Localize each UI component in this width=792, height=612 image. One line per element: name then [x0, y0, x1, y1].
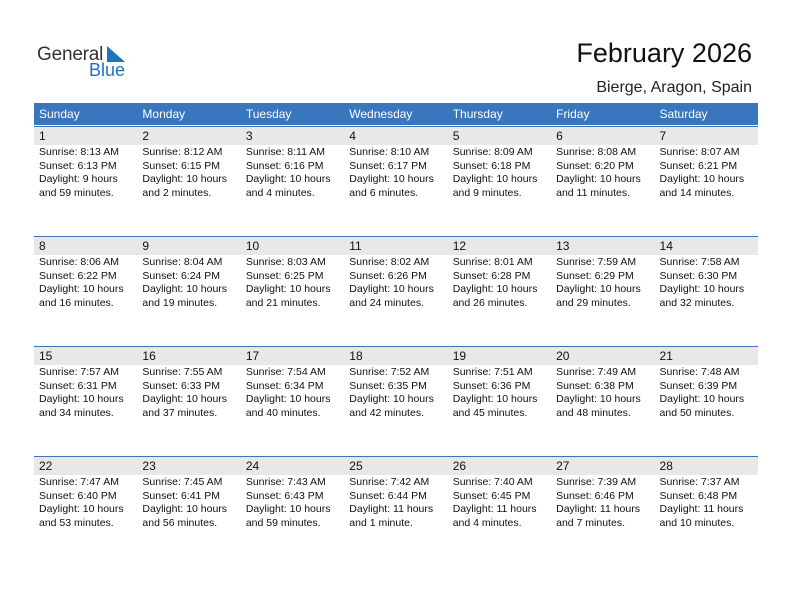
daylight-text: Daylight: 11 hours: [452, 503, 537, 515]
sunset-text: Sunset: 6:41 PM: [142, 489, 221, 502]
daylight-minutes-text: and 50 minutes.: [659, 406, 735, 419]
daylight-text: Daylight: 10 hours: [556, 283, 641, 295]
day-cell: [344, 456, 447, 561]
sunrise-text: Sunrise: 8:07 AM: [659, 146, 740, 158]
daylight-text: Daylight: 10 hours: [245, 393, 331, 405]
day-cell: [241, 346, 344, 451]
sunrise-text: Sunrise: 7:52 AM: [349, 366, 430, 378]
week-divider: [34, 456, 758, 457]
daylight-minutes-text: and 6 minutes.: [349, 186, 419, 199]
day-cell: [655, 346, 758, 451]
day-number: 17: [245, 349, 260, 363]
day-cell: [344, 236, 447, 341]
daylight-minutes-text: and 34 minutes.: [39, 406, 114, 419]
week-divider: [34, 346, 758, 347]
sunset-text: Sunset: 6:34 PM: [245, 379, 324, 392]
daylight-minutes-text: and 59 minutes.: [245, 516, 321, 529]
daylight-minutes-text: and 1 minute.: [349, 516, 413, 529]
sunrise-text: Sunrise: 8:12 AM: [142, 146, 223, 158]
day-cell: [448, 126, 551, 231]
sunrise-text: Sunrise: 8:11 AM: [245, 146, 326, 158]
sunrise-text: Sunrise: 7:51 AM: [452, 366, 533, 378]
day-number: 1: [39, 129, 46, 143]
daylight-text: Daylight: 10 hours: [142, 283, 228, 295]
day-cell: [34, 126, 137, 231]
weekday-wednesday: Wednesday: [349, 107, 413, 121]
sunrise-text: Sunrise: 7:58 AM: [659, 256, 740, 268]
daylight-text: Daylight: 10 hours: [452, 393, 538, 405]
day-cell: [241, 126, 344, 231]
daylight-text: Daylight: 10 hours: [452, 173, 538, 185]
day-number: 18: [349, 349, 363, 363]
day-number: 4: [349, 129, 356, 143]
daylight-text: Daylight: 10 hours: [659, 283, 745, 295]
weekday-tuesday: Tuesday: [245, 107, 292, 121]
sunrise-text: Sunrise: 7:42 AM: [349, 476, 430, 488]
day-cell: [655, 236, 758, 341]
daylight-text: Daylight: 10 hours: [39, 503, 124, 515]
day-cell: [551, 126, 654, 231]
day-number: 14: [659, 239, 673, 253]
week-divider: [34, 236, 758, 237]
day-cell: [137, 346, 240, 451]
daylight-text: Daylight: 10 hours: [349, 173, 434, 185]
week-row: [34, 346, 758, 451]
daylight-minutes-text: and 4 minutes.: [452, 516, 522, 529]
sunrise-text: Sunrise: 7:55 AM: [142, 366, 223, 378]
day-number: 2: [142, 129, 150, 143]
day-cell: [241, 456, 344, 561]
daylight-text: Daylight: 10 hours: [142, 173, 228, 185]
weekday-header: [34, 103, 758, 125]
sunset-text: Sunset: 6:46 PM: [556, 489, 634, 502]
logo-general-text: General: [37, 44, 104, 65]
sunset-text: Sunset: 6:17 PM: [349, 159, 427, 172]
sunset-text: Sunset: 6:16 PM: [245, 159, 324, 172]
day-number: 6: [556, 129, 563, 143]
sunrise-text: Sunrise: 8:13 AM: [39, 146, 119, 158]
day-cell: [344, 126, 447, 231]
sunrise-text: Sunrise: 7:40 AM: [452, 476, 533, 488]
daylight-minutes-text: and 42 minutes.: [349, 406, 424, 419]
sunset-text: Sunset: 6:29 PM: [556, 269, 634, 282]
sunset-text: Sunset: 6:45 PM: [452, 489, 531, 502]
daylight-minutes-text: and 56 minutes.: [142, 516, 218, 529]
daylight-text: Daylight: 10 hours: [659, 393, 745, 405]
sunrise-text: Sunrise: 7:54 AM: [245, 366, 326, 378]
day-cell: [34, 346, 137, 451]
day-number: 8: [39, 239, 46, 253]
daylight-minutes-text: and 7 minutes.: [556, 516, 625, 529]
daylight-minutes-text: and 32 minutes.: [659, 296, 735, 309]
sunrise-text: Sunrise: 7:59 AM: [556, 256, 637, 268]
daylight-text: Daylight: 10 hours: [245, 283, 331, 295]
day-number: 21: [659, 349, 673, 363]
daylight-minutes-text: and 45 minutes.: [452, 406, 528, 419]
daylight-minutes-text: and 29 minutes.: [556, 296, 631, 309]
day-number: 25: [349, 459, 363, 473]
sunrise-text: Sunrise: 8:10 AM: [349, 146, 430, 158]
sunrise-text: Sunrise: 7:47 AM: [39, 476, 119, 488]
daylight-text: Daylight: 11 hours: [349, 503, 434, 515]
day-cell: [551, 456, 654, 561]
daylight-minutes-text: and 16 minutes.: [39, 296, 114, 309]
day-number: 22: [39, 459, 53, 473]
sunset-text: Sunset: 6:20 PM: [556, 159, 634, 172]
week-divider: [34, 126, 758, 127]
week-row: [34, 236, 758, 341]
daylight-text: Daylight: 10 hours: [556, 393, 641, 405]
daylight-minutes-text: and 9 minutes.: [452, 186, 522, 199]
sunrise-text: Sunrise: 7:48 AM: [659, 366, 740, 378]
day-number: 3: [245, 129, 253, 143]
day-cell: [655, 126, 758, 231]
daylight-minutes-text: and 21 minutes.: [245, 296, 321, 309]
day-cell: [137, 236, 240, 341]
daylight-minutes-text: and 19 minutes.: [142, 296, 218, 309]
sunset-text: Sunset: 6:26 PM: [349, 269, 427, 282]
weekday-friday: Friday: [556, 107, 590, 121]
sunset-text: Sunset: 6:15 PM: [142, 159, 221, 172]
daylight-text: Daylight: 10 hours: [349, 283, 434, 295]
daylight-text: Daylight: 10 hours: [659, 173, 745, 185]
sunset-text: Sunset: 6:28 PM: [452, 269, 531, 282]
sunset-text: Sunset: 6:36 PM: [452, 379, 531, 392]
day-number: 5: [452, 129, 460, 143]
sunset-text: Sunset: 6:24 PM: [142, 269, 221, 282]
location-subtitle: Bierge, Aragon, Spain: [596, 79, 752, 96]
week-row: [34, 126, 758, 231]
day-number: 12: [452, 239, 467, 253]
day-number: 27: [556, 459, 570, 473]
daylight-text: Daylight: 10 hours: [349, 393, 434, 405]
day-number: 20: [556, 349, 570, 363]
daylight-minutes-text: and 2 minutes.: [142, 186, 212, 199]
sunrise-text: Sunrise: 8:09 AM: [452, 146, 533, 158]
weekday-saturday: Saturday: [659, 107, 708, 121]
sunrise-text: Sunrise: 8:02 AM: [349, 256, 430, 268]
day-number: 26: [452, 459, 467, 473]
sunrise-text: Sunrise: 8:03 AM: [245, 256, 326, 268]
sunset-text: Sunset: 6:40 PM: [39, 489, 117, 502]
day-cell: [448, 346, 551, 451]
sunset-text: Sunset: 6:21 PM: [659, 159, 738, 172]
sunrise-text: Sunrise: 7:39 AM: [556, 476, 637, 488]
sunrise-text: Sunrise: 7:43 AM: [245, 476, 326, 488]
daylight-text: Daylight: 10 hours: [556, 173, 641, 185]
daylight-text: Daylight: 10 hours: [245, 173, 331, 185]
sunrise-text: Sunrise: 8:01 AM: [452, 256, 533, 268]
day-number: 13: [556, 239, 570, 253]
day-cell: [655, 456, 758, 561]
day-number: 24: [245, 459, 260, 473]
daylight-minutes-text: and 40 minutes.: [245, 406, 321, 419]
daylight-text: Daylight: 9 hours: [39, 173, 118, 185]
daylight-minutes-text: and 53 minutes.: [39, 516, 114, 529]
sunset-text: Sunset: 6:22 PM: [39, 269, 117, 282]
sunrise-text: Sunrise: 7:49 AM: [556, 366, 637, 378]
daylight-minutes-text: and 59 minutes.: [39, 186, 114, 199]
day-number: 11: [349, 239, 362, 253]
sunrise-text: Sunrise: 7:37 AM: [659, 476, 740, 488]
sunset-text: Sunset: 6:25 PM: [245, 269, 324, 282]
day-number: 16: [142, 349, 156, 363]
page-title: February 2026: [576, 38, 752, 68]
day-cell: [344, 346, 447, 451]
daylight-text: Daylight: 10 hours: [39, 393, 124, 405]
logo: [37, 42, 147, 82]
daylight-minutes-text: and 4 minutes.: [245, 186, 315, 199]
sunrise-text: Sunrise: 8:04 AM: [142, 256, 223, 268]
sunset-text: Sunset: 6:43 PM: [245, 489, 324, 502]
day-cell: [448, 236, 551, 341]
sunset-text: Sunset: 6:35 PM: [349, 379, 427, 392]
daylight-minutes-text: and 10 minutes.: [659, 516, 735, 529]
sunset-text: Sunset: 6:18 PM: [452, 159, 531, 172]
daylight-text: Daylight: 11 hours: [556, 503, 640, 515]
day-number: 19: [452, 349, 467, 363]
day-number: 9: [142, 239, 150, 253]
daylight-minutes-text: and 37 minutes.: [142, 406, 218, 419]
day-cell: [34, 456, 137, 561]
sunrise-text: Sunrise: 8:06 AM: [39, 256, 119, 268]
day-cell: [551, 236, 654, 341]
day-cell: [34, 236, 137, 341]
weekday-sunday: Sunday: [39, 107, 80, 121]
weekday-thursday: Thursday: [452, 107, 503, 121]
day-cell: [137, 126, 240, 231]
day-number: 23: [142, 459, 156, 473]
sunset-text: Sunset: 6:39 PM: [659, 379, 738, 392]
daylight-text: Daylight: 10 hours: [142, 503, 228, 515]
day-number: 28: [659, 459, 673, 473]
sunset-text: Sunset: 6:13 PM: [39, 159, 117, 172]
daylight-minutes-text: and 11 minutes.: [556, 186, 631, 199]
day-cell: [551, 346, 654, 451]
daylight-minutes-text: and 26 minutes.: [452, 296, 528, 309]
daylight-text: Daylight: 10 hours: [142, 393, 228, 405]
sunset-text: Sunset: 6:31 PM: [39, 379, 117, 392]
sunset-text: Sunset: 6:38 PM: [556, 379, 634, 392]
day-cell: [137, 456, 240, 561]
daylight-minutes-text: and 48 minutes.: [556, 406, 631, 419]
daylight-text: Daylight: 10 hours: [245, 503, 331, 515]
logo-blue-text: Blue: [89, 60, 126, 80]
daylight-minutes-text: and 24 minutes.: [349, 296, 424, 309]
weekday-monday: Monday: [142, 107, 186, 121]
day-cell: [448, 456, 551, 561]
sunset-text: Sunset: 6:30 PM: [659, 269, 738, 282]
sunrise-text: Sunrise: 7:45 AM: [142, 476, 223, 488]
daylight-minutes-text: and 14 minutes.: [659, 186, 735, 199]
daylight-text: Daylight: 10 hours: [452, 283, 538, 295]
daylight-text: Daylight: 11 hours: [659, 503, 744, 515]
daylight-text: Daylight: 10 hours: [39, 283, 124, 295]
day-number: 7: [659, 129, 667, 143]
day-number: 10: [245, 239, 260, 253]
sunrise-text: Sunrise: 8:08 AM: [556, 146, 637, 158]
sunset-text: Sunset: 6:48 PM: [659, 489, 738, 502]
day-cell: [241, 236, 344, 341]
sunset-text: Sunset: 6:44 PM: [349, 489, 427, 502]
sunset-text: Sunset: 6:33 PM: [142, 379, 221, 392]
week-row: [34, 456, 758, 561]
day-number: 15: [39, 349, 53, 363]
sunrise-text: Sunrise: 7:57 AM: [39, 366, 119, 378]
